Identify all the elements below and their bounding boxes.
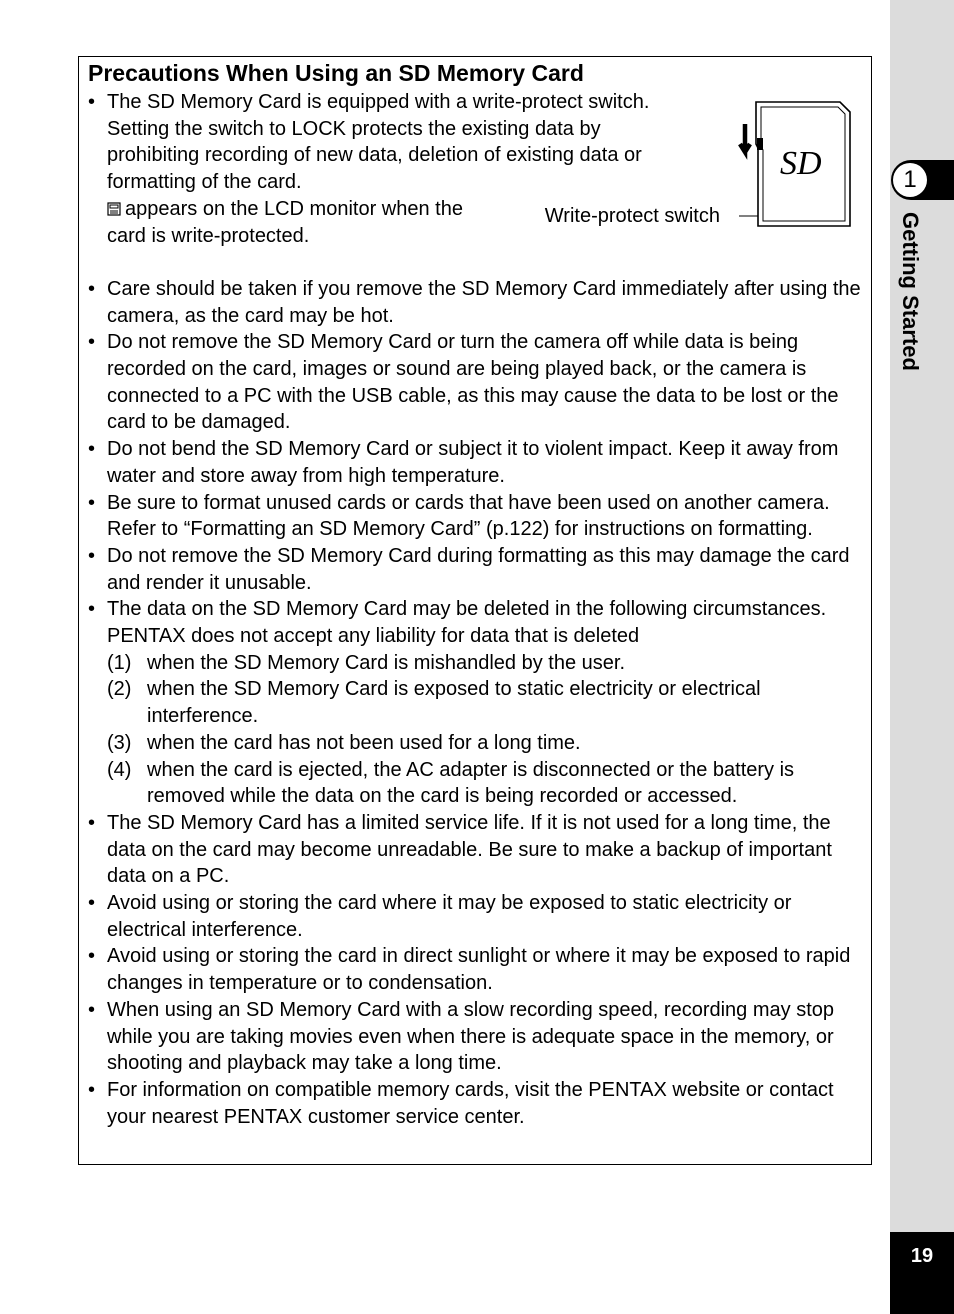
- list-item: • Do not remove the SD Memory Card during formatting as this may damage the card and render it unusable.: [86, 543, 868, 596]
- list-item: • Do not bend the SD Memory Card or subject it to violent impact. Keep it away from water and store away from high temperature.: [86, 436, 868, 489]
- page-number: 19: [890, 1232, 954, 1314]
- sd-logo: SD: [780, 145, 822, 182]
- condition-text: when the card is ejected, the AC adapter is disconnected or the battery is removed while the data on the card is being recorded or accessed.: [147, 758, 795, 808]
- intro-tail-line: [107, 196, 487, 249]
- condition-number: (1): [107, 651, 132, 674]
- list-item: • The SD Memory Card has a limited service life. If it is not used for a long time, the data on the card may become unreadable. Be sure to make a backup of important data on a PC.: [86, 810, 868, 890]
- chapter-number: 1: [893, 163, 927, 197]
- list-item: • Avoid using or storing the card in direct sunlight or where it may be exposed to rapid changes in temperature or to condensation.: [86, 943, 868, 996]
- write-protect-switch: [757, 138, 763, 150]
- condition-text: when the card has not been used for a long time.: [147, 731, 581, 754]
- card-lock-icon: [107, 202, 121, 216]
- condition-list: [107, 650, 868, 810]
- condition-text: when the SD Memory Card is mishandled by the user.: [147, 651, 625, 674]
- list-item: • Be sure to format unused cards or cards that have been used on another camera. Refer to “Formatting an SD Memory Card” (p.122) for instructions on formatting.: [86, 490, 868, 543]
- sd-card-illustration: [736, 98, 856, 230]
- condition-item: [107, 757, 868, 810]
- list-item: [86, 596, 868, 810]
- list-item: • When using an SD Memory Card with a slow recording speed, recording may stop while you are taking movies even when there is adequate space in the memory, or shooting and playback may take a long time.: [86, 997, 868, 1077]
- list-item-text: • The data on the SD Memory Card may be deleted in the following circumstances. PENTAX does not accept any liability for data that is deleted: [107, 598, 827, 648]
- intro-tail-text: appears on the LCD monitor when the card is write-protected.: [107, 197, 463, 247]
- condition-item: [107, 730, 868, 757]
- intro-text: • The SD Memory Card is equipped with a write-protect switch. Setting the switch to LOCK protects the existing data by prohibiting recording of new data, deletion of existing data or formatting of the card.: [107, 91, 650, 194]
- condition-item: [107, 676, 868, 729]
- condition-item: [107, 650, 868, 677]
- condition-number: (2): [107, 678, 132, 701]
- condition-number: (3): [107, 731, 132, 754]
- chapter-title: Getting Started: [898, 212, 923, 371]
- section-title: Precautions When Using an SD Memory Card: [88, 60, 584, 86]
- list-item: • For information on compatible memory cards, visit the PENTAX website or contact your nearest PENTAX customer service center.: [86, 1077, 868, 1130]
- arrow-down-icon: [740, 124, 750, 152]
- condition-number: (4): [107, 758, 132, 781]
- list-item: • Do not remove the SD Memory Card or turn the camera off while data is being recorded on the card, images or sound are being played back, or the camera is connected to a PC with the USB cable, as this may cause the data to be lost or the card to be damaged.: [86, 329, 868, 436]
- condition-text: when the SD Memory Card is exposed to static electricity or electrical interference.: [147, 678, 761, 728]
- list-item: • Avoid using or storing the card where it may be exposed to static electricity or electrical interference.: [86, 890, 868, 943]
- list-item: • Care should be taken if you remove the SD Memory Card immediately after using the camera, as the card may be hot.: [86, 276, 868, 329]
- precautions-list: [86, 89, 868, 1130]
- write-protect-label: Write-protect switch: [544, 205, 720, 227]
